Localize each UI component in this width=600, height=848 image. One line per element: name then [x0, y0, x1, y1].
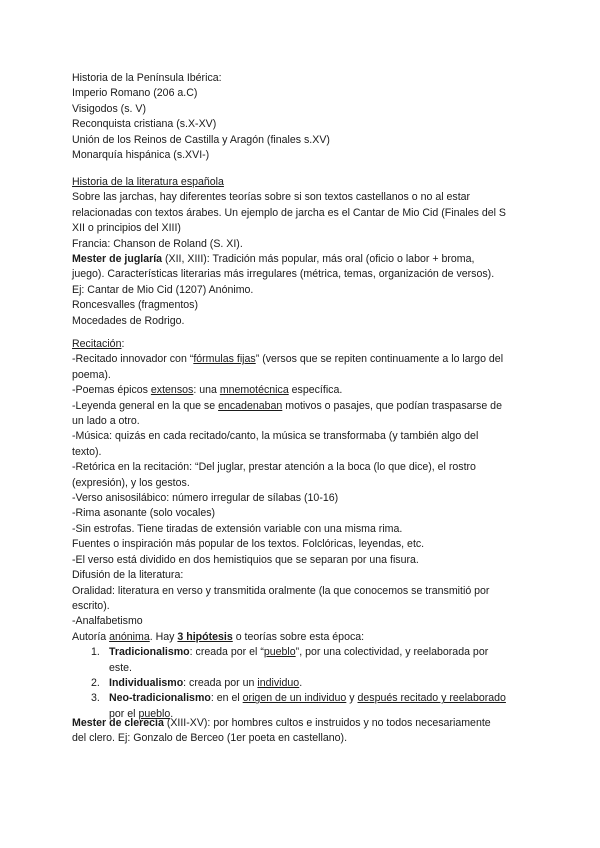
paragraph-line: relacionadas con textos árabes. Un ejemplo de jarcha es el Cantar de Mio Cid (Finales del S	[72, 206, 506, 219]
text-run: específica.	[288, 384, 343, 397]
text-run: (XII, XIII): Tradición más popular, más oral (oficio o labor + broma,	[162, 253, 475, 266]
section-history-literature	[72, 175, 542, 329]
list-item: Imperio Romano (206 a.C)	[72, 87, 198, 100]
text-run: -Poemas épicos	[72, 384, 151, 397]
section-heading: Historia de la literatura española	[72, 176, 224, 188]
paragraph-line	[72, 716, 542, 731]
text-run: (XIII-XV): por hombres cultos e instruidos y no todos necesariamente	[163, 717, 491, 729]
underlined-term: anónima	[109, 630, 150, 643]
underlined-term: 3 hipótesis	[177, 630, 233, 643]
list-item: Visigodos (s. V)	[72, 102, 146, 115]
paragraph-line: -Retórica en la recitación: “Del juglar, prestar atención a la boca (lo que dice), el rostro	[72, 461, 476, 474]
paragraph-line	[72, 399, 542, 414]
paragraph-line	[72, 252, 542, 267]
paragraph-line: -Verso anisosilábico: número irregular de sílabas (10-16)	[72, 492, 339, 505]
term-mester-juglaria: Mester de juglaría	[72, 253, 163, 266]
list-item: Unión de los Reinos de Castilla y Aragón (finales s.XV)	[72, 133, 330, 146]
hypotheses-list	[72, 645, 542, 722]
underlined-term: fórmulas fijas	[193, 353, 256, 366]
paragraph-line: Ej: Cantar de Mio Cid (1207) Anónimo.	[72, 283, 254, 296]
paragraph-line: este.	[109, 661, 132, 674]
paragraph-line: poema).	[72, 368, 111, 381]
text-run: :	[121, 338, 125, 350]
section-recitacion	[72, 337, 542, 722]
text-run: -Recitado innovador con “	[72, 353, 194, 366]
underlined-term: individuo	[257, 676, 300, 689]
text-run: por el	[109, 707, 139, 720]
paragraph-line: XII o principios del XIII)	[72, 222, 181, 235]
paragraph-line: (expresión), y los gestos.	[72, 476, 190, 489]
paragraph-line: Sobre las jarchas, hay diferentes teorías sobre si son textos castellanos o no al estar	[72, 191, 471, 204]
term-tradicionalismo: Tradicionalismo	[109, 646, 190, 659]
term-neo-tradicionalismo: Neo-tradicionalismo	[109, 692, 211, 705]
underlined-term: después recitado y reelaborado	[357, 692, 506, 705]
section-heading: Historia de la Península Ibérica:	[72, 72, 222, 84]
text-run: -Leyenda general en la que se	[72, 399, 219, 412]
list-item	[72, 676, 542, 691]
paragraph-line: texto).	[72, 445, 102, 458]
paragraph-line	[72, 352, 542, 367]
text-run: .	[299, 676, 303, 689]
paragraph-line: un lado a otro.	[72, 415, 140, 428]
section-history-peninsula	[72, 71, 542, 163]
text-run: : creada por el “	[189, 646, 264, 659]
text-run: . Hay	[149, 630, 178, 643]
text-run: .	[170, 707, 174, 720]
text-run: : una	[193, 384, 220, 397]
text-run: motivos o pasajes, que podían traspasarse de	[282, 399, 502, 412]
paragraph-line: del clero. Ej: Gonzalo de Berceo (1er poeta en castellano).	[72, 732, 348, 745]
list-item: Monarquía hispánica (s.XVI-)	[72, 149, 210, 162]
underlined-term: pueblo	[138, 707, 171, 720]
paragraph-line: -Analfabetismo	[72, 615, 143, 628]
text-run: Autoría	[72, 630, 110, 643]
paragraph-line: Roncesvalles (fragmentos)	[72, 299, 198, 312]
paragraph-line	[72, 630, 542, 645]
paragraph-line: -Rima asonante (solo vocales)	[72, 507, 216, 520]
text-run: o teorías sobre esta época:	[232, 630, 365, 643]
text-run: ”, por una colectividad, y reelaborada por	[295, 646, 489, 659]
paragraph-line: Oralidad: literatura en verso y transmitida oralmente (la que conocemos se transmitió por	[72, 584, 490, 597]
list-number: 2.	[91, 676, 100, 689]
underlined-term: mnemotécnica	[219, 384, 289, 397]
list-number: 3.	[91, 692, 100, 705]
text-run: ” (versos que se repiten continuamente a lo largo del	[255, 353, 504, 366]
paragraph-line: escrito).	[72, 599, 110, 612]
paragraph-line: -El verso está dividido en dos hemistiquios que se separan por una fisura.	[72, 553, 419, 566]
paragraph-line: Francia: Chanson de Roland (S. XI).	[72, 237, 243, 250]
paragraph-line: juego). Características literarias más irregulares (métrica, temas, organización de versos).	[72, 268, 495, 281]
text-run: : creada por un	[183, 676, 258, 689]
paragraph-line: -Música: quizás en cada recitado/canto, la música se transformaba (y también algo del	[72, 430, 479, 443]
paragraph-line: Difusión de la literatura:	[72, 569, 184, 582]
text-run: y	[346, 692, 358, 705]
paragraph-line: Fuentes o inspiración más popular de los textos. Folclóricas, leyendas, etc.	[72, 538, 425, 551]
underlined-term: extensos	[150, 384, 194, 397]
paragraph-line: -Sin estrofas. Tiene tiradas de extensión variable con una misma rima.	[72, 522, 403, 535]
section-mester-clerecia	[72, 716, 542, 747]
list-item	[72, 645, 542, 676]
paragraph-line	[72, 383, 542, 398]
section-heading: Recitación	[72, 338, 122, 350]
underlined-term: pueblo	[263, 646, 296, 659]
list-item: Reconquista cristiana (s.X-XV)	[72, 118, 217, 131]
list-number: 1.	[91, 646, 100, 659]
text-run: : en el	[210, 692, 243, 705]
underlined-term: origen de un individuo	[242, 692, 347, 705]
underlined-term: encadenaban	[218, 399, 283, 412]
term-mester-clerecia: Mester de clerecía	[72, 717, 164, 729]
term-individualismo: Individualismo	[109, 676, 184, 689]
paragraph-line: Mocedades de Rodrigo.	[72, 314, 185, 327]
